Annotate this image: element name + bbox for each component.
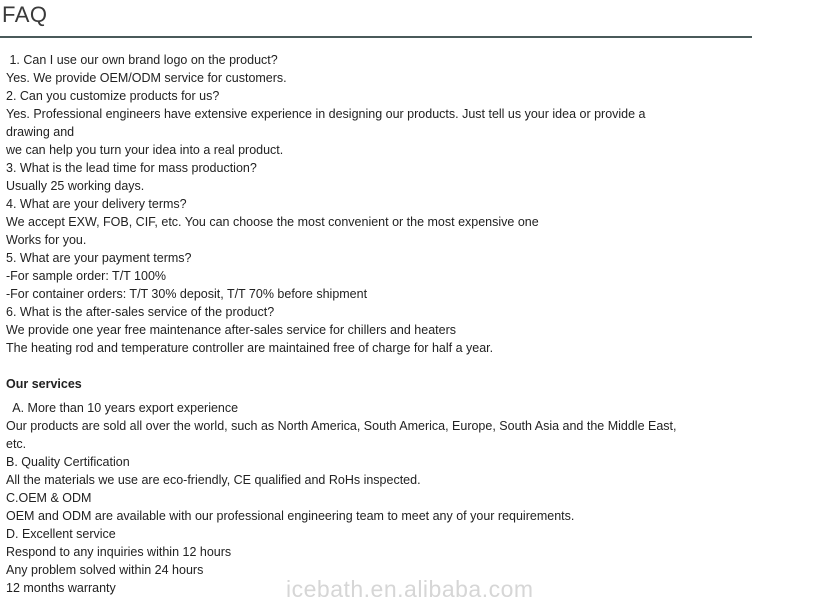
faq-line: We accept EXW, FOB, CIF, etc. You can choose the most convenient or the most expensive one xyxy=(6,215,539,229)
faq-line: 1. Can I use our own brand logo on the product? xyxy=(6,53,278,67)
service-line: Any problem solved within 24 hours xyxy=(6,563,204,577)
services-list xyxy=(6,399,746,597)
faq-line: Works for you. xyxy=(6,233,87,247)
service-line: 12 months warranty xyxy=(6,581,116,595)
faq-line: 6. What is the after-sales service of the product? xyxy=(6,305,275,319)
faq-line: -For container orders: T/T 30% deposit, T/T 70% before shipment xyxy=(6,287,368,301)
service-line: Our products are sold all over the world, such as North America, South America, Europe, South Asia and the Middle East, xyxy=(6,419,677,433)
faq-line: Yes. We provide OEM/ODM service for customers. xyxy=(6,71,287,85)
title-divider xyxy=(0,36,752,38)
service-line: C.OEM & ODM xyxy=(6,491,92,505)
faq-line: drawing and xyxy=(6,125,75,139)
faq-line: Usually 25 working days. xyxy=(6,179,145,193)
faq-line: We provide one year free maintenance after-sales service for chillers and heaters xyxy=(6,323,456,337)
faq-line: Yes. Professional engineers have extensive experience in designing our products. Just tell us your idea or provide a xyxy=(6,107,646,121)
faq-line: we can help you turn your idea into a real product. xyxy=(6,143,284,157)
faq-title: FAQ xyxy=(2,2,48,27)
watermark: icebath.en.alibaba.com xyxy=(286,576,534,602)
content-body xyxy=(6,51,746,597)
service-line: Respond to any inquiries within 12 hours xyxy=(6,545,232,559)
service-line: All the materials we use are eco-friendly, CE qualified and RoHs inspected. xyxy=(6,473,421,487)
faq-line: 3. What is the lead time for mass production? xyxy=(6,161,257,175)
faq-line: -For sample order: T/T 100% xyxy=(6,269,167,283)
faq-list xyxy=(6,51,746,357)
service-line: OEM and ODM are available with our professional engineering team to meet any of your requirements. xyxy=(6,509,575,523)
service-line: A. More than 10 years export experience xyxy=(6,401,239,415)
services-heading: Our services xyxy=(6,377,82,391)
service-line: D. Excellent service xyxy=(6,527,116,541)
faq-line: The heating rod and temperature controller are maintained free of charge for half a year. xyxy=(6,341,494,355)
faq-line: 5. What are your payment terms? xyxy=(6,251,192,265)
service-line: etc. xyxy=(6,437,27,451)
faq-line: 2. Can you customize products for us? xyxy=(6,89,220,103)
service-line: B. Quality Certification xyxy=(6,455,130,469)
faq-line: 4. What are your delivery terms? xyxy=(6,197,187,211)
